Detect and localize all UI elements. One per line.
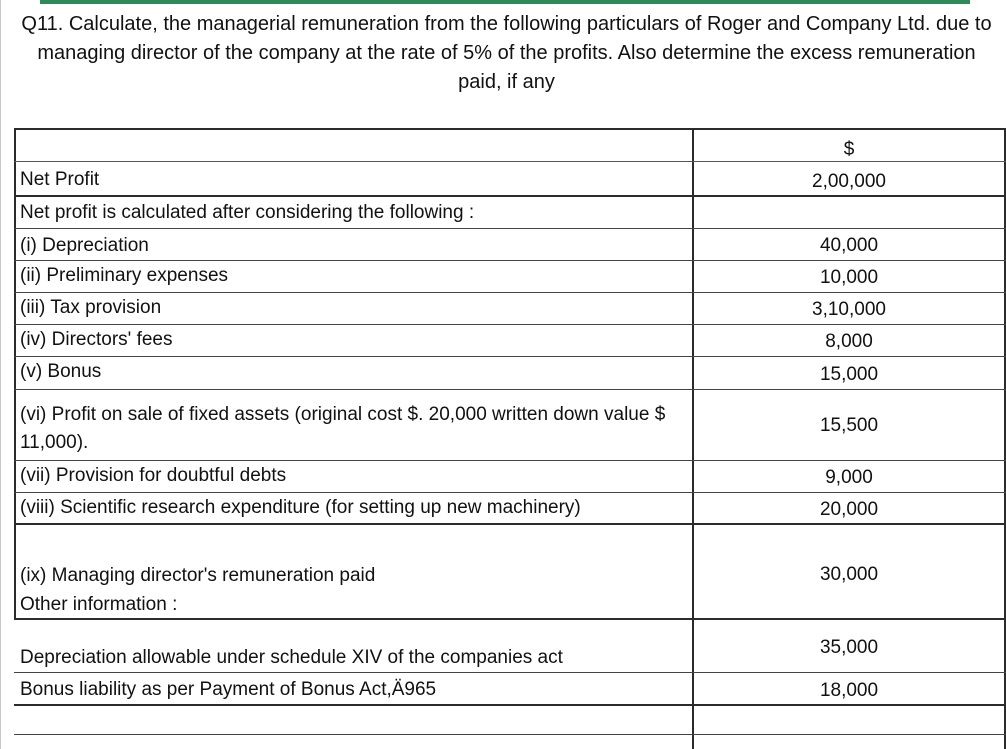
- row-line: [14, 260, 1006, 261]
- table-left-border: [14, 128, 16, 618]
- row-value: 3,10,000: [812, 299, 886, 320]
- row-label: (ii) Preliminary expenses: [20, 265, 229, 286]
- row-label: Net profit is calculated after considering the following :: [20, 202, 475, 223]
- row-value: 35,000: [819, 637, 879, 658]
- row-line: [14, 389, 1006, 390]
- row-line: [14, 672, 1006, 673]
- row-line: [14, 292, 1006, 293]
- row-line: [14, 356, 1006, 357]
- row-label: Net Profit: [20, 169, 100, 190]
- row-label: (v) Bonus: [20, 361, 102, 382]
- row-label: Depreciation allowable under schedule XIV of the companies act: [20, 647, 563, 668]
- row-line: [14, 324, 1006, 325]
- table-top-border: [14, 128, 1006, 130]
- row-label: (viii) Scientific research expenditure (for setting up new machinery): [20, 497, 581, 518]
- row-label: (ix) Managing director's remuneration paid: [20, 565, 376, 586]
- currency-header: $: [843, 139, 855, 160]
- question-text: Q11. Calculate, the managerial remuneration from the following particulars of Roger and Company Ltd. due to managing director of the company at the rate of 5% of the profits. Also determine the excess remuneration paid, if any: [21, 13, 992, 93]
- row-label: (i) Depreciation: [20, 235, 149, 256]
- row-value: 2,00,000: [812, 171, 886, 192]
- row-line: [14, 492, 1006, 493]
- row-value: 30,000: [819, 564, 879, 585]
- row-value: 18,000: [819, 680, 879, 701]
- row-value: 10,000: [819, 267, 879, 288]
- row-label: Other information :: [20, 594, 178, 615]
- row-value: 8,000: [825, 331, 873, 352]
- row-value: 15,500: [819, 415, 879, 436]
- row-label: (vii) Provision for doubtful debts: [20, 465, 287, 486]
- column-gridline: [0, 0, 1, 749]
- row-line: [14, 228, 1006, 229]
- row-label: Bonus liability as per Payment of Bonus Act,Ä965: [20, 679, 437, 700]
- row-label: (vi) Profit on sale of fixed assets (original cost $. 20,000 written down value $ 11,000).: [20, 404, 666, 453]
- row-value: 20,000: [819, 499, 879, 520]
- selected-cell-accent: [40, 0, 970, 4]
- row-value: 9,000: [825, 467, 873, 488]
- row-line: [14, 460, 1006, 461]
- row-line: [14, 734, 1006, 735]
- row-label: (iv) Directors' fees: [20, 329, 173, 350]
- row-label: (iii) Tax provision: [20, 297, 162, 318]
- row-value: 40,000: [819, 235, 879, 256]
- row-value: 15,000: [819, 364, 879, 385]
